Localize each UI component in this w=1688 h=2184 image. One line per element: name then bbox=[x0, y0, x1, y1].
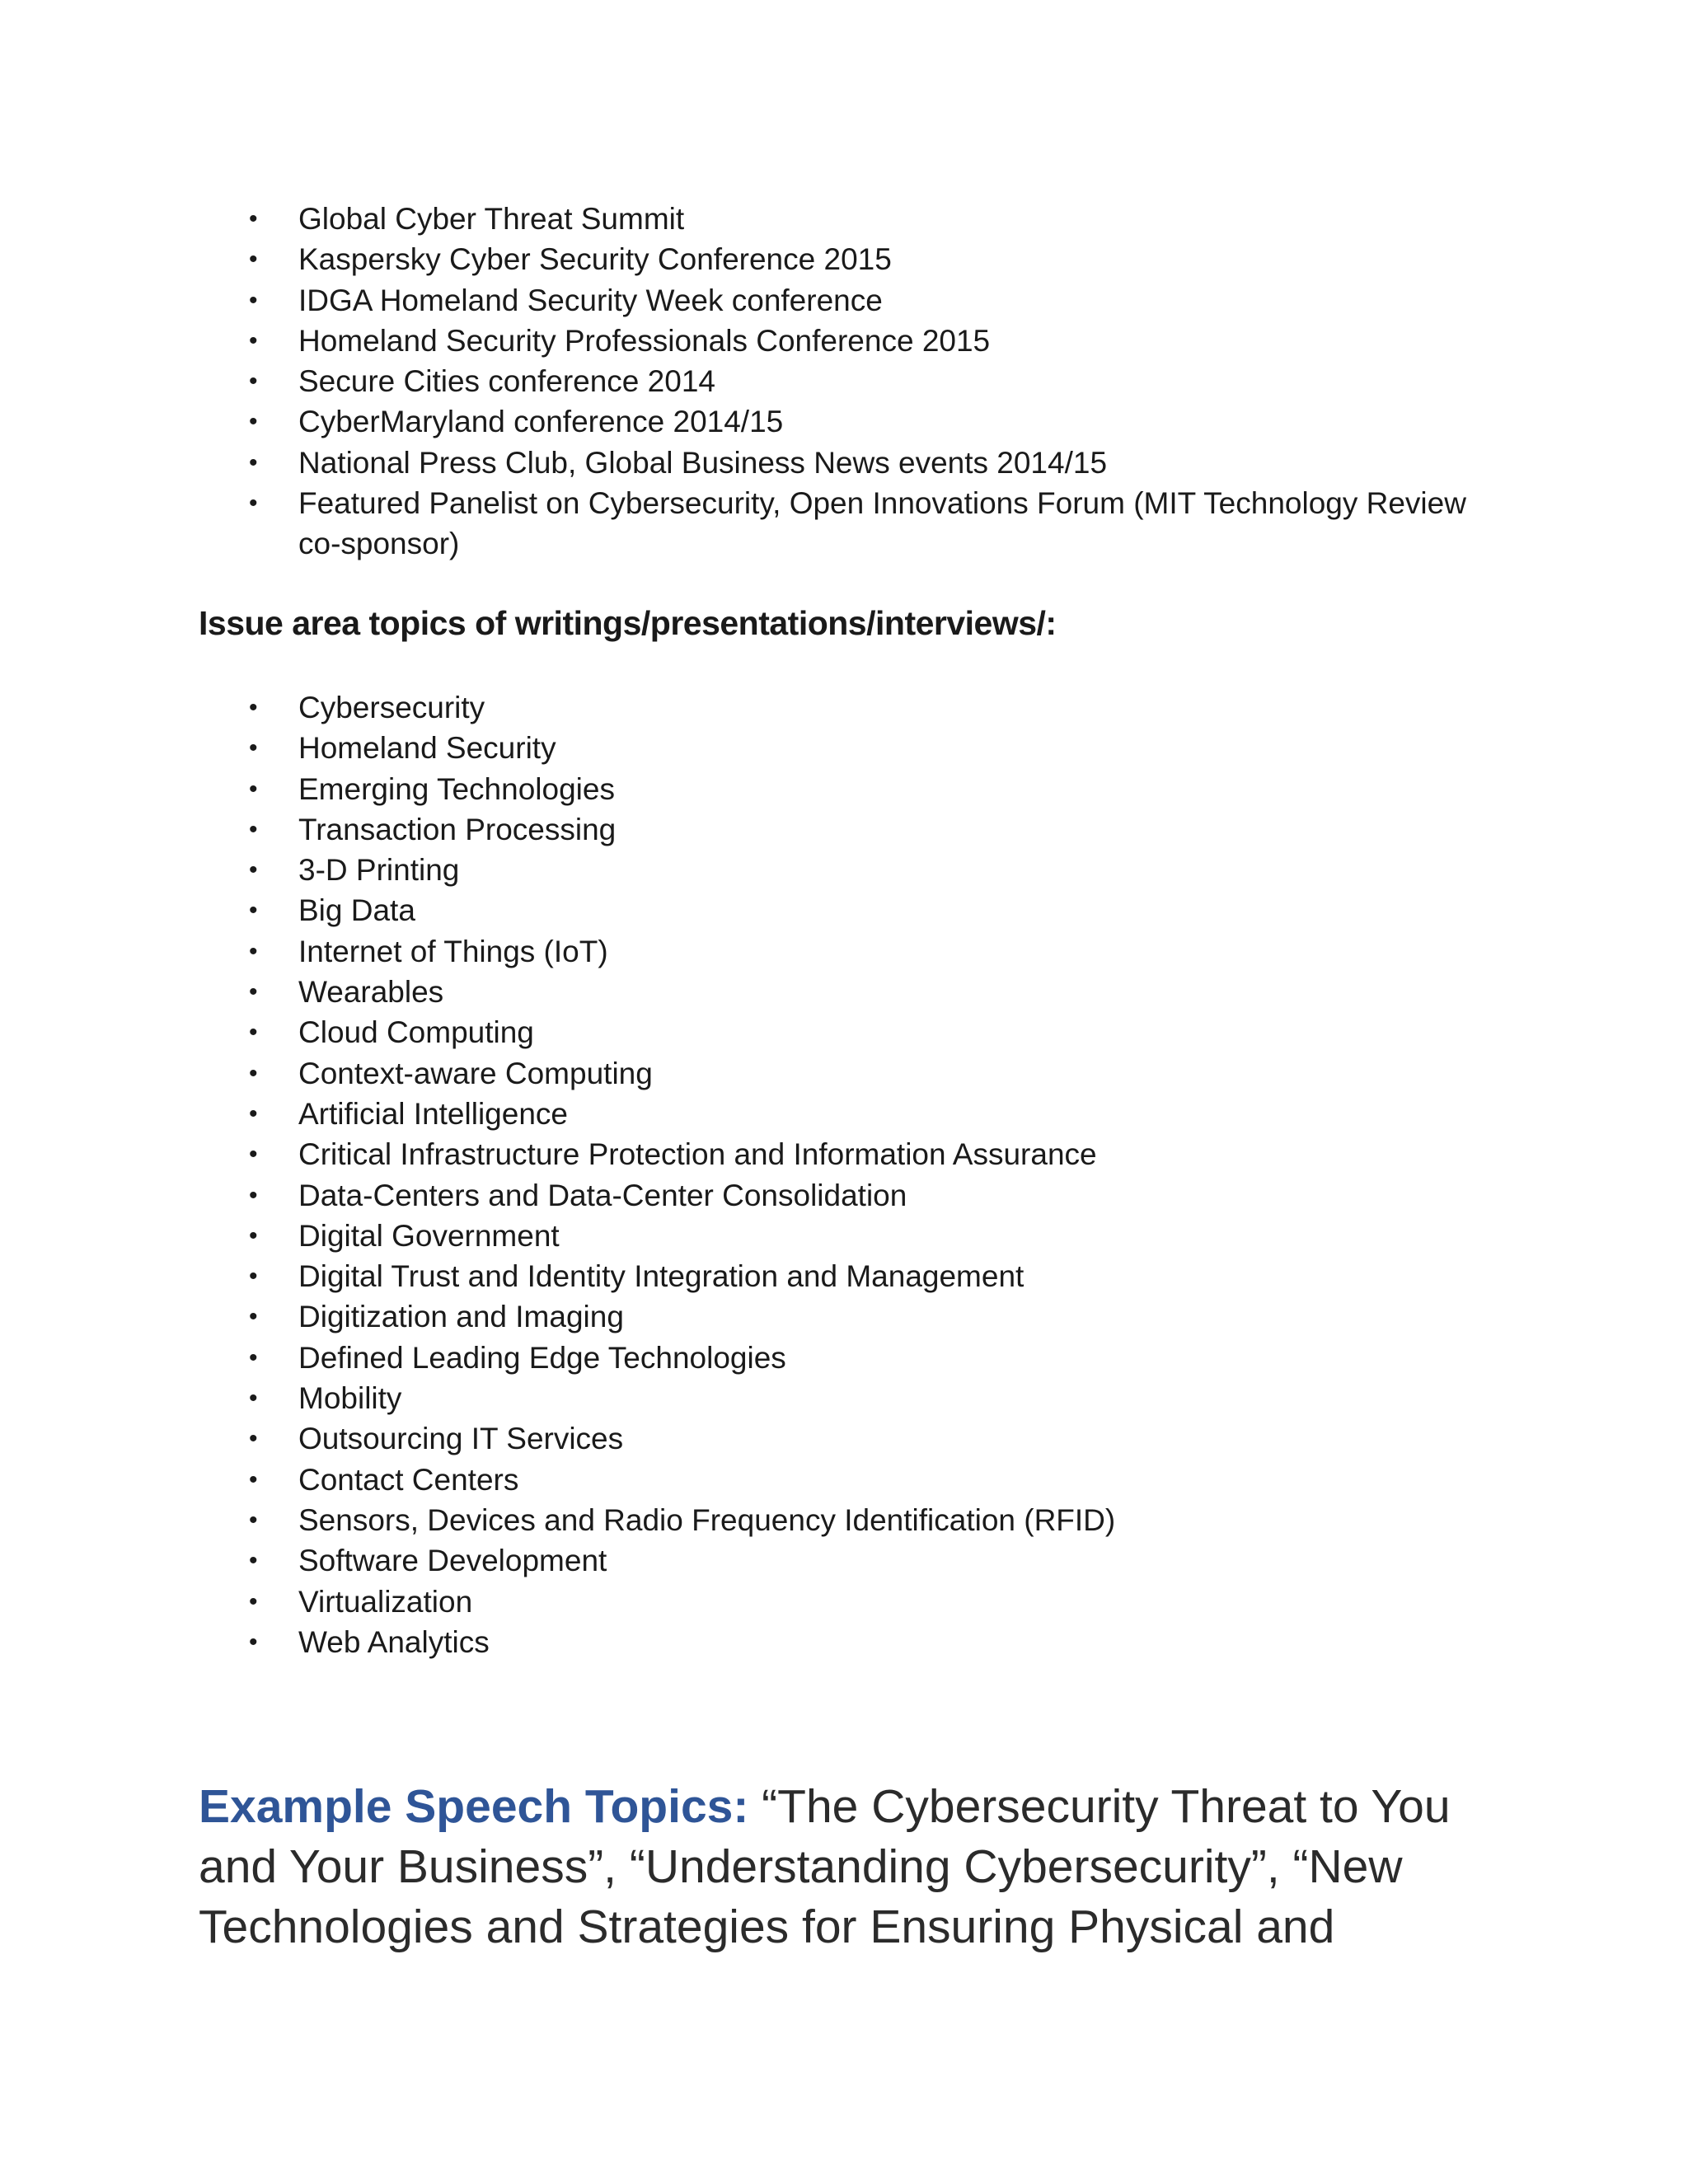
bullet-icon: • bbox=[249, 1303, 258, 1331]
bullet-icon: • bbox=[249, 694, 258, 721]
topic-item-text: Contact Centers bbox=[298, 1462, 519, 1497]
topic-item bbox=[0, 1500, 1688, 1540]
topic-item-text: Virtualization bbox=[298, 1584, 473, 1619]
event-item bbox=[0, 280, 1688, 321]
topic-item-text: Big Data bbox=[298, 893, 415, 928]
bullet-icon: • bbox=[249, 1263, 258, 1291]
bullet-icon: • bbox=[249, 1385, 258, 1413]
topic-item-text: Digitization and Imaging bbox=[298, 1300, 624, 1334]
speech-topics-paragraph bbox=[199, 1777, 1501, 1957]
bullet-icon: • bbox=[249, 368, 258, 396]
topic-item-text: Wearables bbox=[298, 975, 444, 1010]
bullet-icon: • bbox=[249, 326, 258, 354]
event-item bbox=[0, 483, 1688, 565]
bullet-icon: • bbox=[249, 856, 258, 884]
event-item-text: Homeland Security Professionals Conference 2015 bbox=[298, 323, 991, 358]
topic-item-text: Mobility bbox=[298, 1381, 402, 1416]
topic-item-text: Cloud Computing bbox=[298, 1015, 534, 1050]
topic-item bbox=[0, 1012, 1688, 1052]
topic-item bbox=[0, 1378, 1688, 1418]
topic-item bbox=[0, 1460, 1688, 1500]
event-item bbox=[0, 199, 1688, 239]
topic-item-text: Data-Centers and Data-Center Consolidation bbox=[298, 1178, 907, 1212]
topic-item-text: Homeland Security bbox=[298, 731, 556, 766]
topic-item-text: Outsourcing IT Services bbox=[298, 1422, 624, 1456]
topic-item bbox=[0, 1338, 1688, 1378]
event-item-text: National Press Club, Global Business News events 2014/15 bbox=[298, 445, 1108, 480]
event-item-text: CyberMaryland conference 2014/15 bbox=[298, 405, 784, 439]
event-item bbox=[0, 401, 1688, 442]
topic-item bbox=[0, 1134, 1688, 1174]
bullet-icon: • bbox=[249, 1099, 258, 1127]
bullet-icon: • bbox=[249, 897, 258, 925]
bullet-icon: • bbox=[249, 1221, 258, 1249]
event-item-text: Kaspersky Cyber Security Conference 2015 bbox=[298, 242, 892, 277]
topic-item bbox=[0, 1094, 1688, 1134]
bullet-icon: • bbox=[249, 1547, 258, 1575]
bullet-icon: • bbox=[249, 1141, 258, 1169]
bullet-icon: • bbox=[249, 978, 258, 1006]
bullet-icon: • bbox=[249, 1181, 258, 1209]
topic-item bbox=[0, 931, 1688, 972]
topic-item bbox=[0, 972, 1688, 1012]
topic-item bbox=[0, 1216, 1688, 1256]
topic-item bbox=[0, 687, 1688, 728]
topic-item bbox=[0, 1540, 1688, 1581]
bullet-icon: • bbox=[249, 246, 258, 274]
topic-item-text: 3-D Printing bbox=[298, 853, 460, 888]
topic-item-text: Defined Leading Edge Technologies bbox=[298, 1340, 786, 1375]
event-item-text: IDGA Homeland Security Week conference bbox=[298, 283, 883, 317]
topic-item bbox=[0, 1053, 1688, 1094]
bullet-icon: • bbox=[249, 408, 258, 436]
bullet-icon: • bbox=[249, 1019, 258, 1047]
bullet-icon: • bbox=[249, 1628, 258, 1656]
topic-item bbox=[0, 890, 1688, 930]
bullet-icon: • bbox=[249, 775, 258, 803]
bullet-icon: • bbox=[249, 448, 258, 476]
bullet-icon: • bbox=[249, 1343, 258, 1371]
events-list bbox=[0, 199, 1688, 565]
bullet-icon: • bbox=[249, 205, 258, 232]
event-item-text: Featured Panelist on Cybersecurity, Open Innovations Forum (MIT Technology Review co-sponsor) bbox=[298, 486, 1466, 561]
topic-item bbox=[0, 1175, 1688, 1216]
topic-item bbox=[0, 809, 1688, 850]
speech-topics-text: “The Cybersecurity Threat to You and Your Business”, “Understanding Cybersecurity”, “New Technologies and Strategies for Ensuring Physical and bbox=[199, 1780, 1451, 1953]
topic-item bbox=[0, 1296, 1688, 1337]
topic-item bbox=[0, 850, 1688, 890]
bullet-icon: • bbox=[249, 490, 258, 518]
topic-item bbox=[0, 1622, 1688, 1662]
bullet-icon: • bbox=[249, 937, 258, 965]
topic-item-text: Artificial Intelligence bbox=[298, 1096, 568, 1131]
bullet-icon: • bbox=[249, 1059, 258, 1087]
speech-topics-label: Example Speech Topics: bbox=[199, 1780, 749, 1833]
topic-item-text: Context-aware Computing bbox=[298, 1056, 653, 1090]
event-item bbox=[0, 361, 1688, 401]
bullet-icon: • bbox=[249, 734, 258, 762]
topic-item-text: Digital Government bbox=[298, 1218, 560, 1253]
bullet-icon: • bbox=[249, 1465, 258, 1493]
topic-item bbox=[0, 1256, 1688, 1296]
event-item-text: Secure Cities conference 2014 bbox=[298, 364, 715, 399]
topic-item-text: Digital Trust and Identity Integration and Management bbox=[298, 1259, 1025, 1294]
bullet-icon: • bbox=[249, 286, 258, 314]
bullet-icon: • bbox=[249, 1587, 258, 1615]
event-item bbox=[0, 321, 1688, 361]
event-item bbox=[0, 239, 1688, 279]
topic-item-text: Critical Infrastructure Protection and Information Assurance bbox=[298, 1137, 1097, 1172]
topic-item bbox=[0, 769, 1688, 809]
topics-heading: Issue area topics of writings/presentations/interviews/: bbox=[199, 604, 1057, 642]
event-item bbox=[0, 443, 1688, 483]
bullet-icon: • bbox=[249, 815, 258, 843]
topic-item bbox=[0, 1418, 1688, 1459]
bullet-icon: • bbox=[249, 1425, 258, 1453]
bullet-icon: • bbox=[249, 1506, 258, 1534]
topic-item bbox=[0, 1582, 1688, 1622]
event-item-text: Global Cyber Threat Summit bbox=[298, 202, 685, 236]
topic-item-text: Web Analytics bbox=[298, 1624, 490, 1659]
topic-item-text: Cybersecurity bbox=[298, 691, 485, 724]
topic-item-text: Emerging Technologies bbox=[298, 771, 615, 806]
topic-item-text: Sensors, Devices and Radio Frequency Identification (RFID) bbox=[298, 1502, 1116, 1537]
topic-item-text: Software Development bbox=[298, 1544, 607, 1578]
topic-item bbox=[0, 728, 1688, 768]
topic-item-text: Internet of Things (IoT) bbox=[298, 934, 608, 968]
topics-list bbox=[0, 687, 1688, 1662]
topic-item-text: Transaction Processing bbox=[298, 812, 617, 846]
